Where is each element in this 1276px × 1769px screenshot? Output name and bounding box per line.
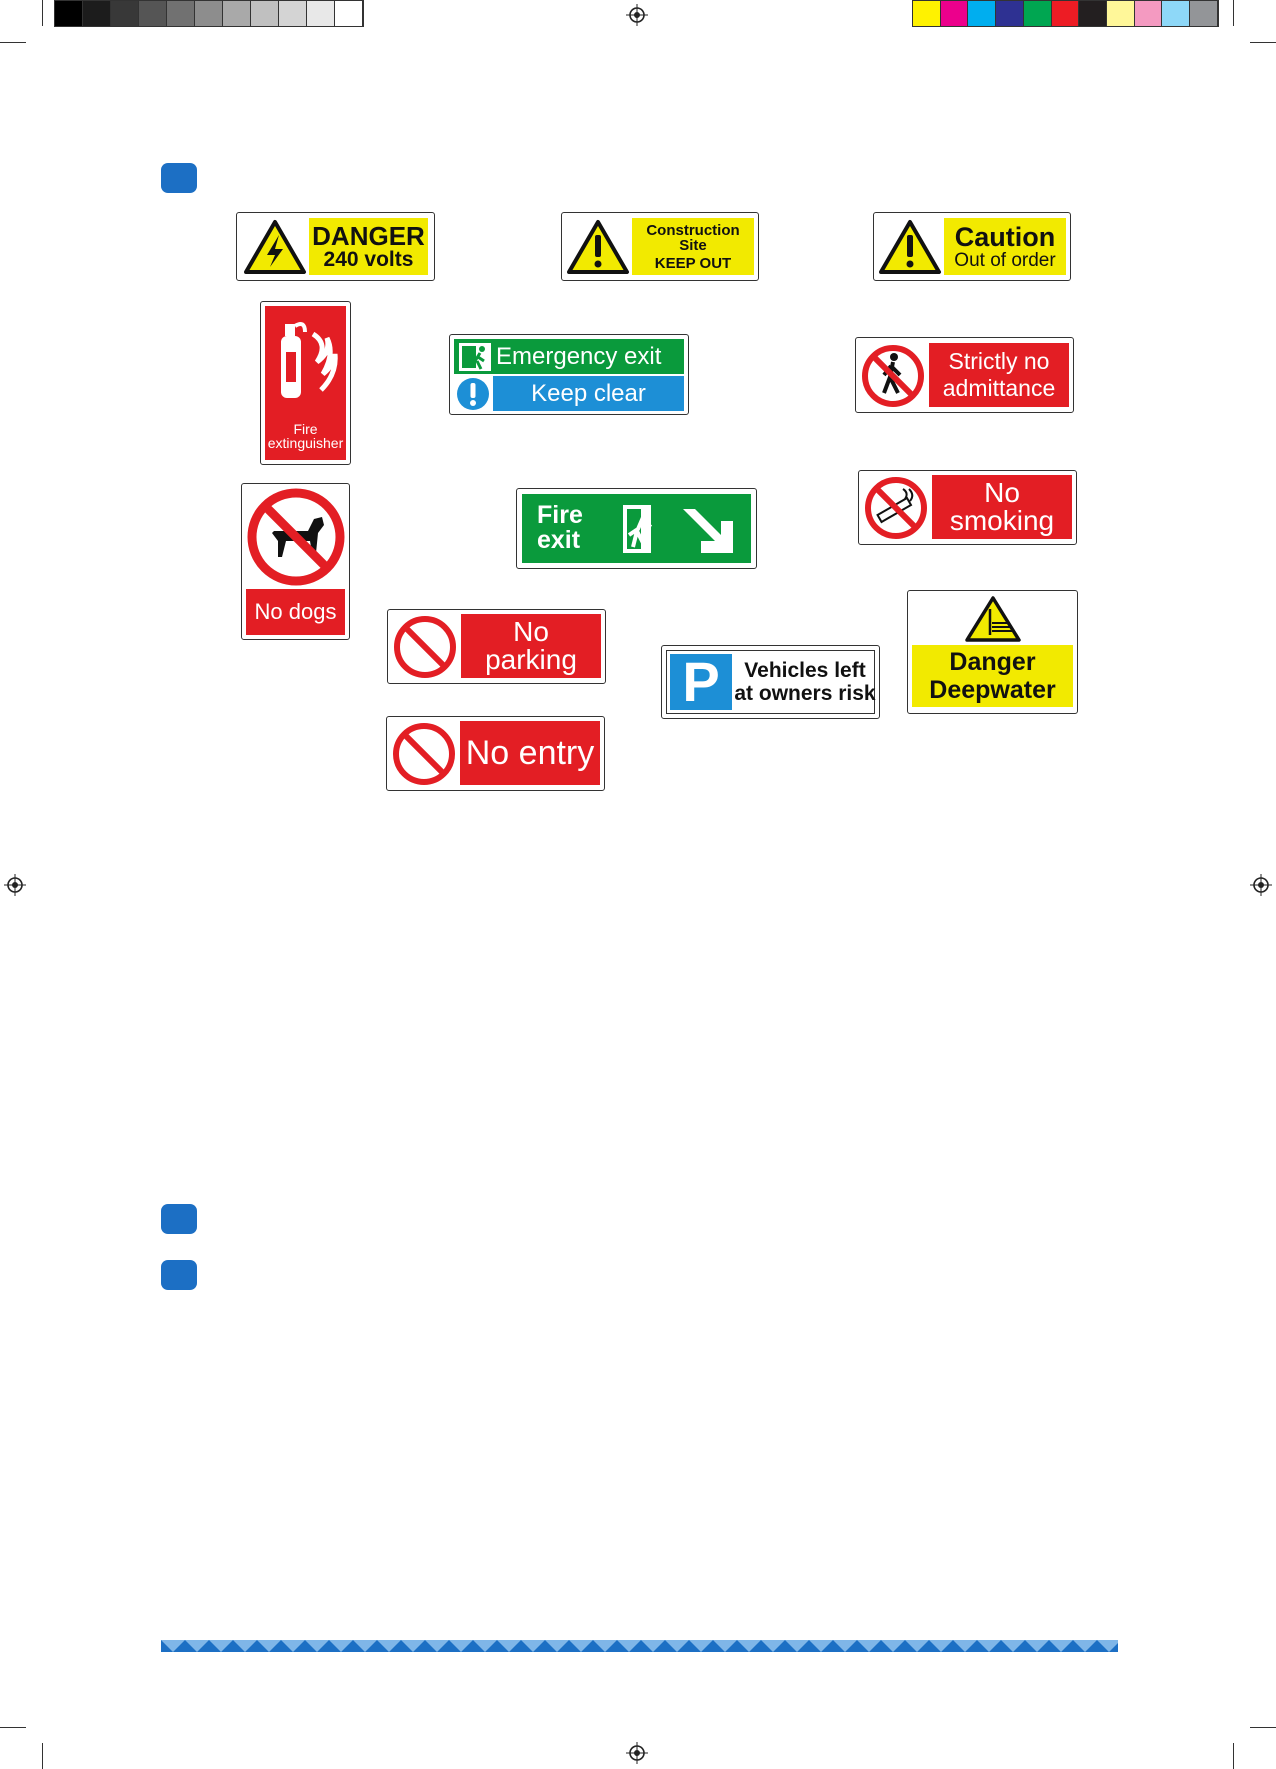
color-swatch: [1162, 1, 1190, 26]
color-swatch: [1190, 1, 1218, 26]
sign-line-1: Strictly no: [948, 348, 1050, 374]
sign-line-2: exit: [537, 526, 581, 554]
crop-mark: [1250, 42, 1276, 43]
color-swatch: [913, 1, 941, 26]
no-smoking-icon: [863, 475, 929, 541]
sign-fire-extinguisher: [260, 301, 351, 465]
parking-letter: P: [682, 650, 720, 713]
sign-line-2: parking: [485, 644, 577, 675]
color-swatch: [83, 1, 111, 26]
sign-line-1: DANGER: [312, 221, 425, 251]
sign-line-2: 240 volts: [323, 248, 414, 271]
color-swatch: [1024, 1, 1052, 26]
sign-line-2: Deepwater: [929, 675, 1056, 704]
color-swatch: [139, 1, 167, 26]
crop-mark: [42, 1743, 43, 1769]
color-swatch: [251, 1, 279, 26]
sign-danger-240-volts: [236, 212, 435, 281]
deep-water-warning-icon: [964, 595, 1022, 643]
sign-line-2: at owners risk: [734, 682, 876, 705]
sign-line-1: Danger: [949, 647, 1036, 676]
warning-exclamation-icon: [878, 219, 942, 275]
color-swatch: [1079, 1, 1107, 26]
crop-mark: [1233, 1743, 1234, 1769]
sign-no-entry: [386, 716, 605, 791]
color-swatch: [111, 1, 139, 26]
running-man-icon: [458, 342, 492, 372]
sign-text: No dogs: [254, 599, 337, 624]
sign-caution-out-of-order: [873, 212, 1071, 281]
section-bullet-1: [161, 163, 197, 193]
color-swatch: [55, 1, 83, 26]
sign-line-2: Keep clear: [531, 379, 646, 407]
registration-mark-icon: [626, 1742, 648, 1764]
color-swatch: [167, 1, 195, 26]
sign-line-3: KEEP OUT: [654, 254, 732, 272]
footer-zigzag-divider: [161, 1640, 1118, 1652]
prohibition-icon: [391, 721, 457, 787]
sign-emergency-exit-keep-clear: [449, 334, 689, 415]
crop-mark: [0, 42, 26, 43]
sign-no-parking: [387, 609, 606, 684]
sign-line-2: admittance: [942, 375, 1056, 401]
sign-line-1: Caution: [954, 221, 1056, 252]
crop-mark: [42, 0, 43, 26]
color-swatch-strip: [912, 0, 1219, 27]
sign-line-2: extinguisher: [267, 435, 344, 451]
fire-extinguisher-icon: [271, 314, 341, 404]
sign-line-1: Emergency exit: [496, 342, 662, 370]
color-swatch: [307, 1, 335, 26]
electric-hazard-icon: [243, 219, 307, 275]
sign-line-1: No: [984, 477, 1020, 508]
color-swatch: [996, 1, 1024, 26]
color-swatch: [223, 1, 251, 26]
section-bullet-2: [161, 1204, 197, 1234]
color-swatch: [335, 1, 363, 26]
sign-line-1: Construction: [646, 221, 740, 239]
sign-line-2: smoking: [949, 505, 1055, 536]
section-bullet-3: [161, 1260, 197, 1290]
sign-line-1: Vehicles left: [744, 659, 866, 682]
color-swatch: [1135, 1, 1163, 26]
no-dogs-icon: [246, 487, 346, 587]
color-swatch: [968, 1, 996, 26]
color-swatch: [1107, 1, 1135, 26]
sign-line-1: Fire: [293, 421, 318, 437]
sign-line-1: No: [513, 616, 549, 647]
color-swatch: [1052, 1, 1080, 26]
fire-exit-arrow-icon: [613, 501, 743, 557]
registration-mark-icon: [626, 4, 648, 26]
color-swatch: [195, 1, 223, 26]
sign-line-1: Fire: [537, 501, 583, 529]
crop-mark: [0, 1727, 26, 1728]
info-exclamation-icon: [456, 377, 490, 411]
color-swatch: [279, 1, 307, 26]
sign-vehicles-owners-risk: [661, 645, 880, 719]
crop-mark: [1233, 0, 1234, 26]
sign-text: No entry: [465, 734, 595, 772]
sign-line-2: Site: [679, 236, 707, 254]
prohibition-icon: [392, 614, 458, 680]
sign-no-smoking: [858, 470, 1077, 545]
parking-icon: [670, 650, 732, 713]
sign-fire-exit: [516, 488, 757, 569]
warning-exclamation-icon: [566, 219, 630, 275]
color-swatch: [941, 1, 969, 26]
crop-mark: [1250, 1727, 1276, 1728]
sign-danger-deepwater: [907, 590, 1078, 714]
registration-mark-icon: [4, 874, 26, 896]
sign-strictly-no-admittance: [855, 337, 1074, 413]
registration-mark-icon: [1250, 874, 1272, 896]
sign-construction-site: [561, 212, 759, 281]
grayscale-swatch-strip: [54, 0, 364, 27]
sign-no-dogs: [241, 483, 350, 640]
no-pedestrian-icon: [860, 343, 926, 409]
sign-line-2: Out of order: [954, 249, 1056, 271]
